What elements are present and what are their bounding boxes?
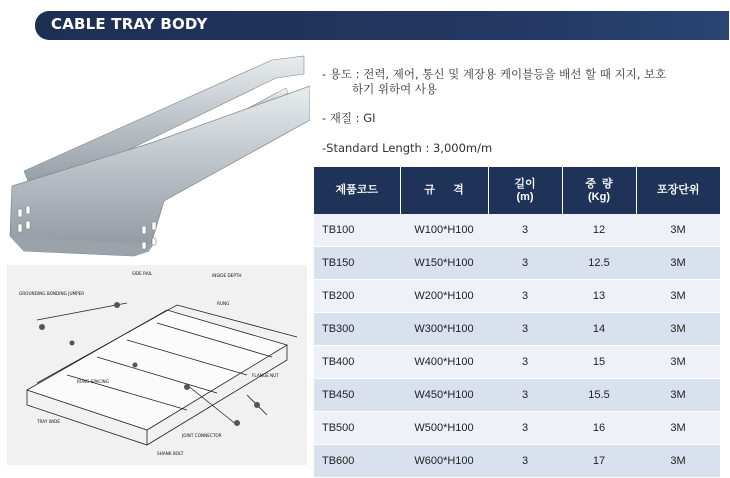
material-text: - 재질 : GI — [322, 111, 376, 125]
cell-size: W450*H100 — [400, 379, 488, 412]
cell-length: 3 — [488, 214, 562, 247]
cell-code: TB500 — [314, 412, 400, 445]
header-length-l1: 길이 — [514, 177, 536, 190]
cell-weight: 12 — [562, 214, 636, 247]
page-title: CABLE TRAY BODY — [51, 15, 208, 33]
table-row — [314, 313, 720, 346]
assembly-diagram — [7, 265, 307, 465]
cell-unit: 3M — [636, 247, 720, 280]
cell-size: W200*H100 — [400, 280, 488, 313]
cell-length: 3 — [488, 280, 562, 313]
label-tray-wide: TRAY WIDE — [37, 419, 60, 424]
cell-length: 3 — [488, 346, 562, 379]
header-length — [488, 167, 562, 214]
table-row — [314, 214, 720, 247]
cell-weight: 17 — [562, 445, 636, 478]
spec-table — [314, 167, 720, 478]
header-code: 제품코드 — [314, 167, 400, 214]
cell-weight: 12.5 — [562, 247, 636, 280]
cell-code: TB200 — [314, 280, 400, 313]
cable-tray-photo — [4, 46, 310, 258]
cell-code: TB600 — [314, 445, 400, 478]
cell-unit: 3M — [636, 379, 720, 412]
table-row — [314, 247, 720, 280]
cell-weight: 13 — [562, 280, 636, 313]
cell-size: W400*H100 — [400, 346, 488, 379]
cell-length: 3 — [488, 379, 562, 412]
table-row — [314, 346, 720, 379]
cell-length: 3 — [488, 445, 562, 478]
cell-code: TB450 — [314, 379, 400, 412]
cell-unit: 3M — [636, 445, 720, 478]
cell-weight: 14 — [562, 313, 636, 346]
cell-code: TB100 — [314, 214, 400, 247]
label-shank-bolt: SHANK BOLT — [157, 451, 184, 456]
cell-unit: 3M — [636, 313, 720, 346]
cell-length: 3 — [488, 247, 562, 280]
cell-size: W300*H100 — [400, 313, 488, 346]
length-text: -Standard Length : 3,000m/m — [322, 141, 493, 155]
cell-code: TB400 — [314, 346, 400, 379]
label-joint-connector: JOINT CONNECTOR — [182, 433, 222, 438]
cell-size: W500*H100 — [400, 412, 488, 445]
header-weight-l2: (Kg) — [588, 190, 610, 203]
cell-unit: 3M — [636, 280, 720, 313]
cell-code: TB150 — [314, 247, 400, 280]
label-inside-depth: INSIDE DEPTH — [212, 273, 242, 278]
label-grounding: GROUNDING BONDING JUMPER — [19, 291, 85, 296]
header-weight — [562, 167, 636, 214]
table-row — [314, 412, 720, 445]
table-row — [314, 379, 720, 412]
cell-unit: 3M — [636, 214, 720, 247]
table-header-row — [314, 167, 720, 214]
cell-weight: 16 — [562, 412, 636, 445]
header-unit: 포장단위 — [636, 167, 720, 214]
usage-text-cont: 하기 위하여 사용 — [352, 82, 438, 96]
cell-size: W150*H100 — [400, 247, 488, 280]
header-length-l2: (m) — [516, 190, 534, 203]
label-rung: RUNG — [217, 301, 230, 306]
cell-weight: 15.5 — [562, 379, 636, 412]
label-rung-spacing: RUNG SPACING — [77, 379, 109, 384]
header-weight-l1: 중 량 — [585, 177, 613, 190]
section-header — [35, 11, 729, 40]
cell-unit: 3M — [636, 412, 720, 445]
usage-text: - 용도 : 전력, 제어, 통신 및 계장용 케이블등을 배선 할 때 지지, 보호 — [322, 67, 667, 81]
cell-code: TB300 — [314, 313, 400, 346]
header-size: 규 격 — [400, 167, 488, 214]
table-row — [314, 280, 720, 313]
cell-length: 3 — [488, 412, 562, 445]
cell-size: W100*H100 — [400, 214, 488, 247]
label-side-rail: SIDE RAIL — [132, 271, 153, 276]
cell-unit: 3M — [636, 346, 720, 379]
cell-size: W600*H100 — [400, 445, 488, 478]
cell-weight: 15 — [562, 346, 636, 379]
label-flange-nut: FLANGE NUT — [252, 373, 279, 378]
cell-length: 3 — [488, 313, 562, 346]
